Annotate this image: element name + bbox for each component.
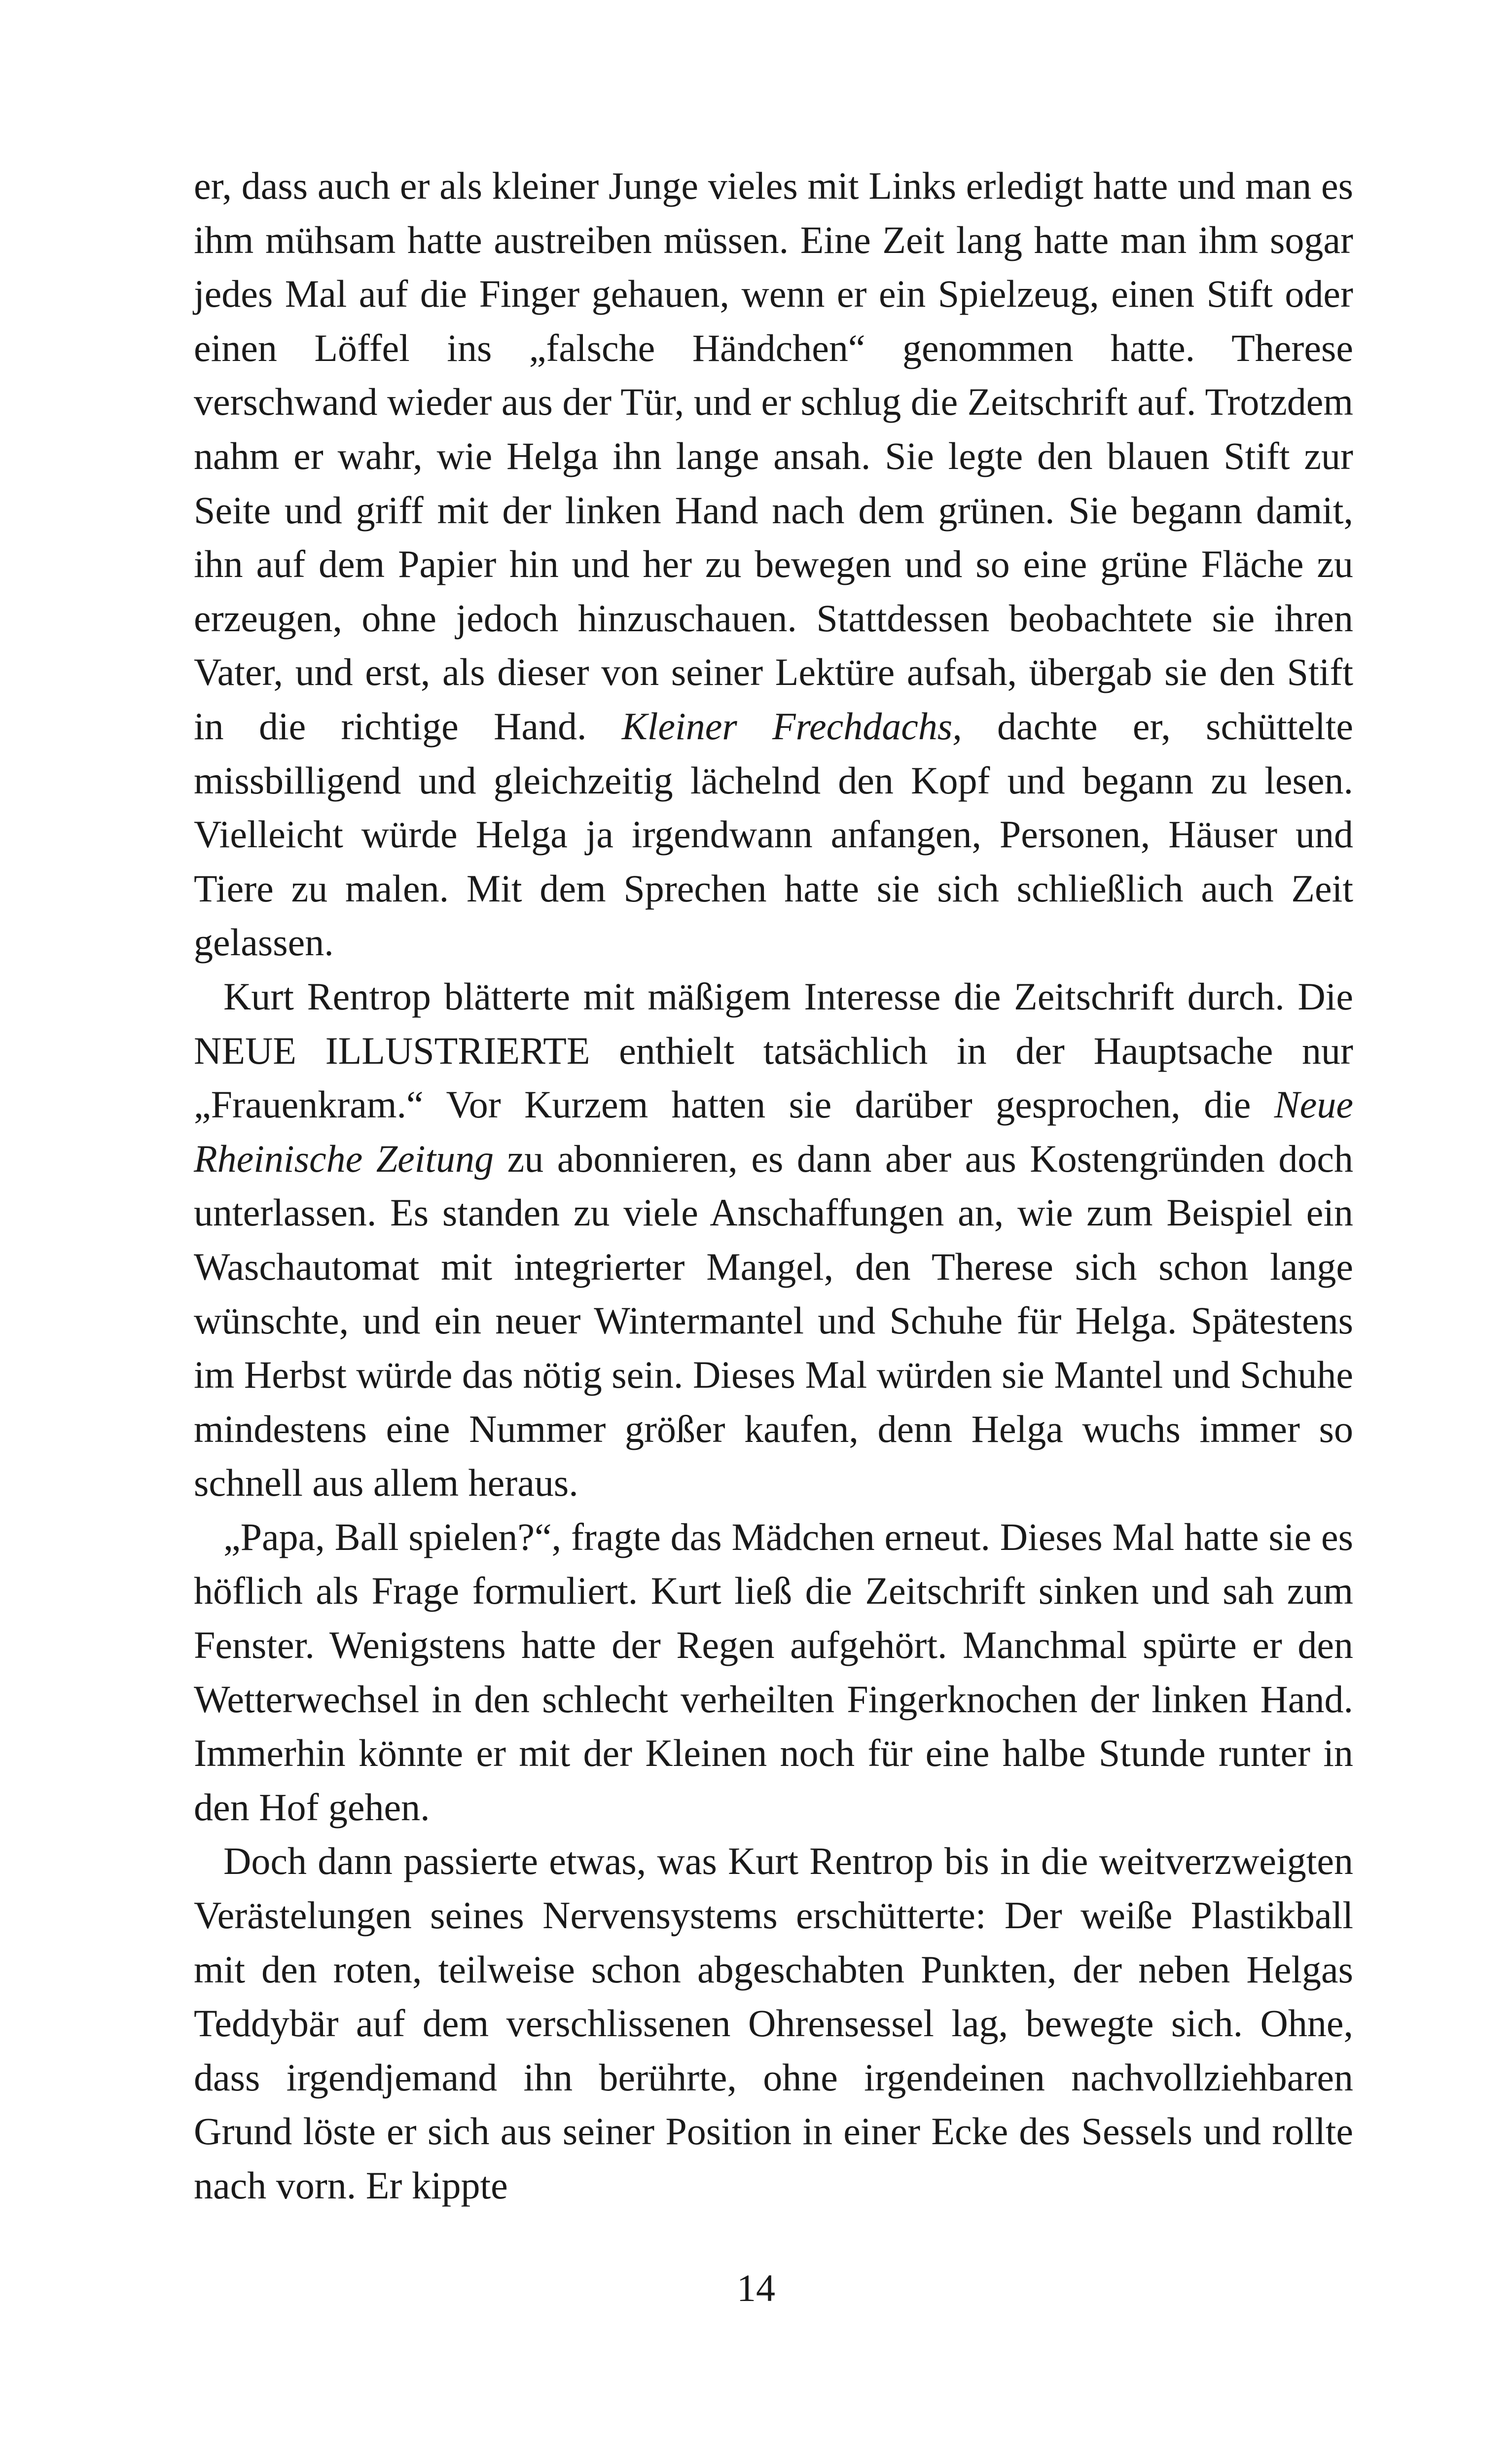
paragraph-2-italic-title: Neue Rheinische Zeitung <box>194 1083 1353 1180</box>
page-number: 14 <box>737 2266 775 2309</box>
paragraph-1-text-a: er, dass auch er als kleiner Junge vieles mit Links erledigt hatte und man es ihm mühsam hatte austreiben müssen. Eine Zeit lang hatte man ihm sogar jedes Mal auf die Finger gehauen, wenn er ein Spielzeug, einen Stift oder einen Löffel ins „falsche Händchen“ genommen hatte. Therese verschwand wieder aus der Tür, und er schlug die Zeitschrift auf. Trotzdem nahm er wahr, wie Helga ihn lange ansah. Sie legte den blauen Stift zur Seite und griff mit der linken Hand nach dem grünen. Sie begann damit, ihn auf dem Papier hin und her zu bewegen und so eine grüne Fläche zu erzeugen, ohne jedoch hinzuschauen. Stattdessen beobachtete sie ihren Vater, und erst, als dieser von seiner Lektüre aufsah, übergab sie den Stift in die richtige Hand. <box>194 164 1353 748</box>
paragraph-3 <box>194 1510 1353 1834</box>
paragraph-4-text: Doch dann passierte etwas, was Kurt Rentrop bis in die weitverzweigten Verästelungen seines Nervensystems erschütterte: Der weiße Plastikball mit den roten, teilweise schon abgeschabten Punkten, der neben Helgas Teddybär auf dem verschlissenen Ohrensessel lag, bewegte sich. Ohne, dass irgendjemand ihn berührte, ohne irgendeinen nachvollziehbaren Grund löste er sich aus seiner Position in einer Ecke des Sessels und rollte nach vorn. Er kippte <box>194 1839 1353 2207</box>
body-text <box>194 159 1353 2213</box>
paragraph-2 <box>194 970 1353 1510</box>
paragraph-1 <box>194 159 1353 970</box>
paragraph-3-text: „Papa, Ball spielen?“, fragte das Mädchen erneut. Dieses Mal hatte sie es höflich als Frage formuliert. Kurt ließ die Zeitschrift sinken und sah zum Fenster. Wenigstens hatte der Regen aufgehört. Manchmal spürte er den Wetterwechsel in den schlecht verheilten Fingerknochen der linken Hand. Immerhin könnte er mit der Kleinen noch für eine halbe Stunde runter in den Hof gehen. <box>194 1515 1353 1829</box>
paragraph-1-italic-phrase: Kleiner Frechdachs, <box>621 704 962 748</box>
paragraph-4 <box>194 1834 1353 2212</box>
paragraph-2-text-b: zu abonnieren, es dann aber aus Kostengründen doch unterlassen. Es standen zu viele Anschaffungen an, wie zum Beispiel ein Waschautomat mit integrierter Mangel, den Therese sich schon lange wünschte, und ein neuer Wintermantel und Schuhe für Helga. Spätestens im Herbst würde das nötig sein. Dieses Mal würden sie Mantel und Schuhe mindestens eine Nummer größer kaufen, denn Helga wuchs immer so schnell aus allem heraus. <box>194 1137 1353 1505</box>
paragraph-2-text-a: Kurt Rentrop blätterte mit mäßigem Interesse die Zeitschrift durch. Die NEUE ILLUSTRIERTE enthielt tatsächlich in der Hauptsache nur „Frauenkram.“ Vor Kurzem hatten sie darüber gesprochen, die <box>194 974 1353 1126</box>
paragraph-1-text-b: dachte er, schüttelte missbilligend und gleichzeitig lächelnd den Kopf und begann zu lesen. Vielleicht würde Helga ja irgendwann anfangen, Personen, Häuser und Tiere zu malen. Mit dem Sprechen hatte sie sich schließlich auch Zeit gelassen. <box>194 704 1353 964</box>
